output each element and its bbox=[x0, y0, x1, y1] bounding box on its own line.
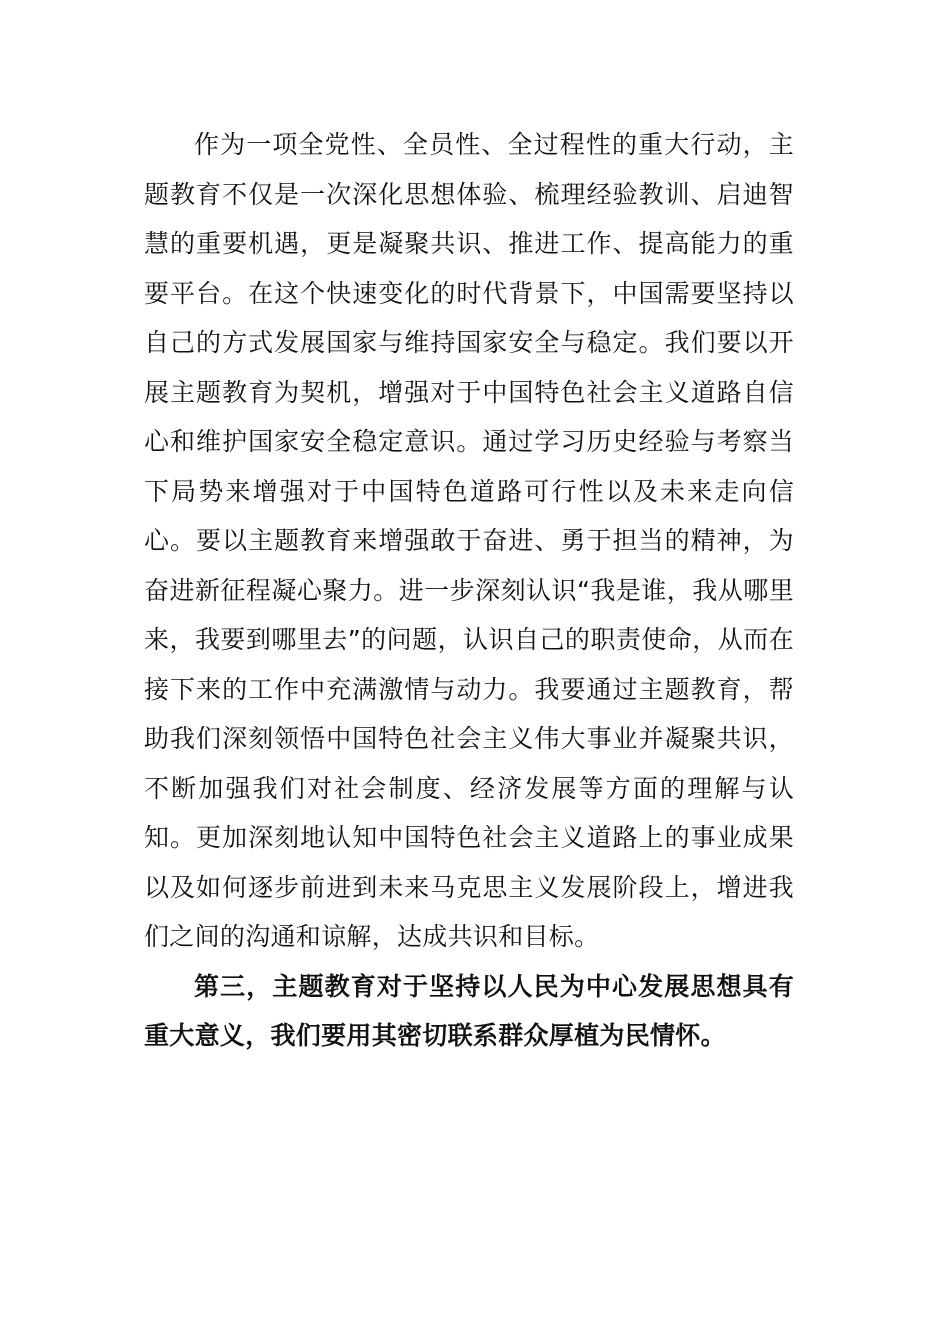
body-paragraph: 作为一项全党性、全员性、全过程性的重大行动，主题教育不仅是一次深化思想体验、梳理经验教训、启迪智慧的重要机遇，更是凝聚共识、推进工作、提高能力的重要平台。在这个快速变化的时代背景下，中国需要坚持以自己的方式发展国家与维持国家安全与稳定。我们要以开展主题教育为契机，增强对于中国特色社会主义道路自信心和维护国家安全稳定意识。通过学习历史经验与考察当下局势来增强对于中国特色道路可行性以及未来走向信心。要以主题教育来增强敢于奋进、勇于担当的精神，为奋进新征程凝心聚力。进一步深刻认识“我是谁，我从哪里来，我要到哪里去”的问题，认识自己的职责使命，从而在接下来的工作中充满激情与动力。我要通过主题教育，帮助我们深刻领悟中国特色社会主义伟大事业并凝聚共识，不断加强我们对社会制度、经济发展等方面的理解与认知。更加深刻地认知中国特色社会主义道路上的事业成果以及如何逐步前进到未来马克思主义发展阶段上，增进我们之间的沟通和谅解，达成共识和目标。 bbox=[144, 130, 794, 951]
document-body bbox=[144, 120, 794, 1061]
section-heading-paragraph: 第三，主题教育对于坚持以人民为中心发展思想具有重大意义，我们要用其密切联系群众厚植为民情怀。 bbox=[144, 971, 794, 1050]
